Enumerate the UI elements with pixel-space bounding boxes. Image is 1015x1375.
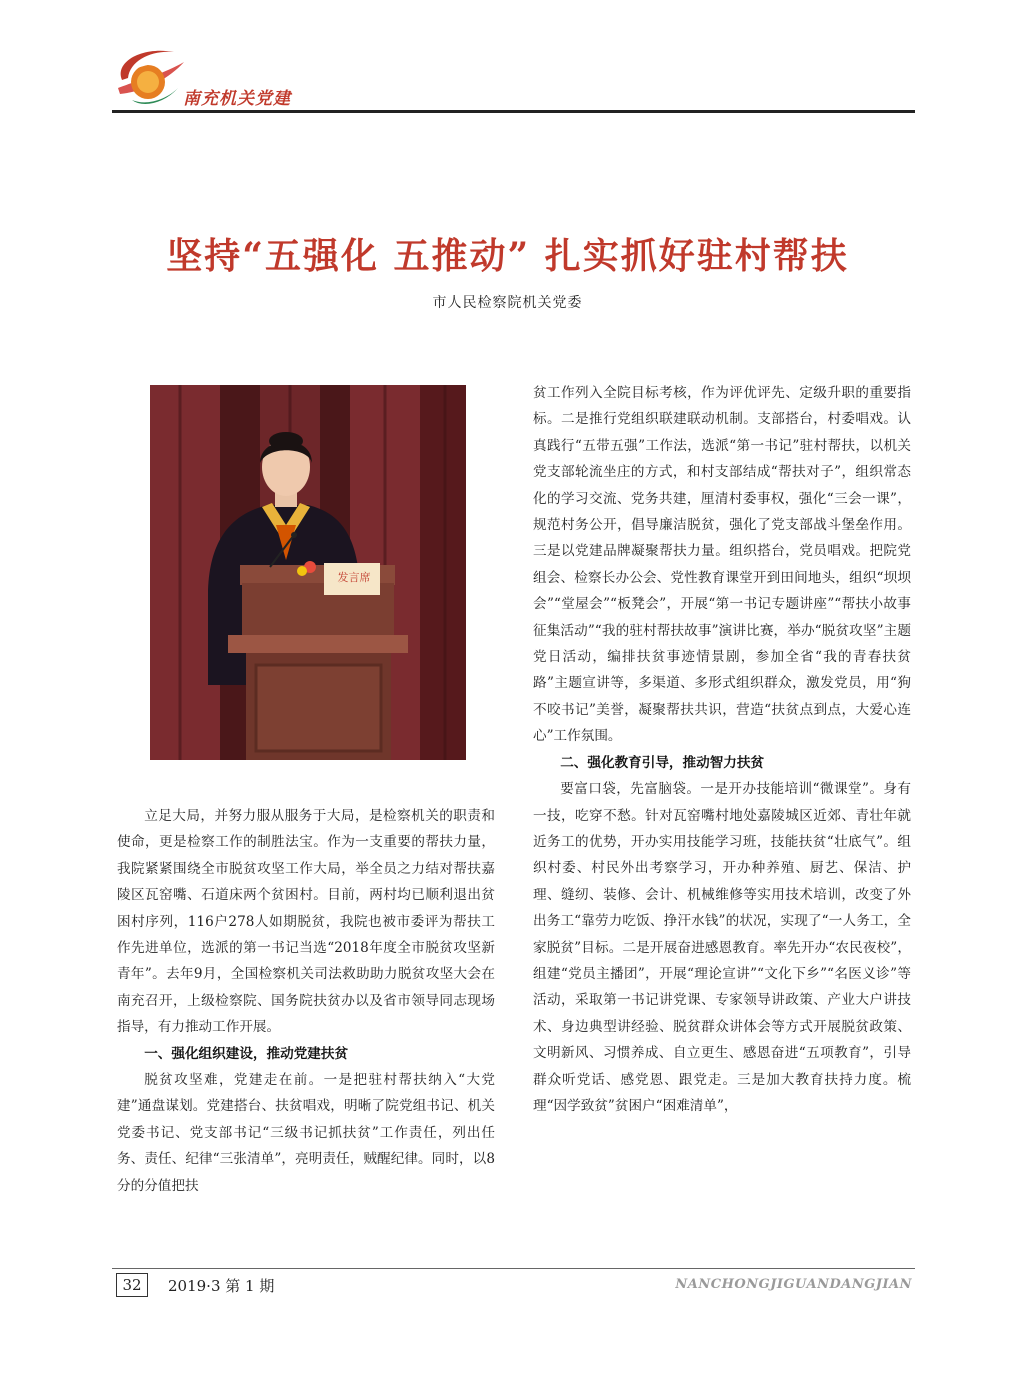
left-text-column	[117, 803, 495, 1199]
article-author: 市人民检察院机关党委	[432, 295, 583, 311]
right-text-column	[533, 380, 911, 1119]
speaker-at-podium-image	[150, 385, 466, 760]
paragraph: 脱贫攻坚难，党建走在前。一是把驻村帮扶纳入“大党建”通盘谋划。党建搭台、扶贫唱戏，明晰了院党组书记、机关党委书记、党支部书记“三级书记抓扶贫”工作责任，列出任务、责任、纪律“三张清单”，亮明责任，贼醒纪律。同时，以8分的分值把扶	[117, 1072, 495, 1194]
paragraph: 要富口袋，先富脑袋。一是开办技能培训“微课堂”。身有一技，吃穿不愁。针对瓦窑嘴村地处嘉陵城区近郊、青壮年就近务工的优势，开办实用技能学习班，技能扶贫“壮底气”。组织村委、村民外出考察学习，开办种养殖、厨艺、保洁、护理、缝纫、装修、会计、机械维修等实用技术培训，改变了外出务工“靠劳力吃饭、挣汗水钱”的状况，实现了“一人务工，全家脱贫”目标。二是开展奋进感恩教育。率先开办“农民夜校”，组建“党员主播团”，开展“理论宣讲”“文化下乡”“名医义诊”等活动，采取第一书记讲党课、专家领导讲政策、产业大户讲技术、身边典型讲经验、脱贫群众讲体会等方式开展脱贫政策、文明新风、习惯养成、自立更生、感恩奋进“五项教育”，引导群众听党话、感党恩、跟党走。三是加大教育扶持力度。梳理“因学致贫”贫困户“困难清单”，	[533, 781, 911, 1114]
footer-divider	[112, 1268, 915, 1269]
footer-brand: NANCHONGJIGUANDANGJIAN	[675, 1277, 912, 1292]
section-heading: 一、强化组织建设，推动党建扶贫	[144, 1045, 349, 1062]
magazine-logo-icon	[112, 42, 192, 110]
paragraph: 贫工作列入全院目标考核，作为评优评先、定级升职的重要指标。二是推行党组织联建联动机制。支部搭台，村委唱戏。认真践行“五带五强”工作法，选派“第一书记”驻村帮扶，以机关党支部轮流坐庄的方式，和村支部结成“帮扶对子”，组织常态化的学习交流、党务共建，厘清村委事权，强化“三会一课”，规范村务公开，倡导廉洁脱贫，强化了党支部战斗堡垒作用。三是以党建品牌凝聚帮扶力量。组织搭台，党员唱戏。把院党组会、检察长办公会、党性教育课堂开到田间地头，组织“坝坝会”“堂屋会”“板凳会”，开展“第一书记专题讲座”“帮扶小故事征集活动”“我的驻村帮扶故事”演讲比赛，举办“脱贫攻坚”主题党日活动，编排扶贫事迹情景剧，参加全省“我的青春扶贫路”主题宣讲等，多渠道、多形式组织群众，激发党员，用“狗不咬书记”美誉，凝聚帮扶共识，营造“扶贫点到点，大爱心连心”工作氛围。	[533, 385, 911, 745]
page-number: 32	[116, 1273, 148, 1297]
header-divider	[112, 110, 915, 113]
article-title: 坚持“五强化 五推动” 扎实抓好驻村帮扶	[166, 235, 849, 277]
issue-label: 2019·3 第 1 期	[168, 1277, 275, 1295]
article-photo	[150, 385, 466, 760]
magazine-brand-title: 南充机关党建	[183, 89, 291, 109]
podium-sign-label: 发言席	[337, 571, 371, 584]
paragraph: 立足大局，并努力服从服务于大局，是检察机关的职责和使命，更是检察工作的制胜法宝。作为一支重要的帮扶力量，我院紧紧围绕全市脱贫攻坚工作大局，举全员之力结对帮扶嘉陵区瓦窑嘴、石道床两个贫困村。目前，两村均已顺利退出贫困村序列，116户278人如期脱贫，我院也被市委评为帮扶工作先进单位，选派的第一书记当选“2018年度全市脱贫攻坚新青年”。去年9月，全国检察机关司法救助助力脱贫攻坚大会在南充召开，上级检察院、国务院扶贫办以及省市领导同志现场指导，有力推动工作开展。	[117, 808, 495, 1036]
section-heading: 二、强化教育引导，推动智力扶贫	[560, 754, 765, 771]
